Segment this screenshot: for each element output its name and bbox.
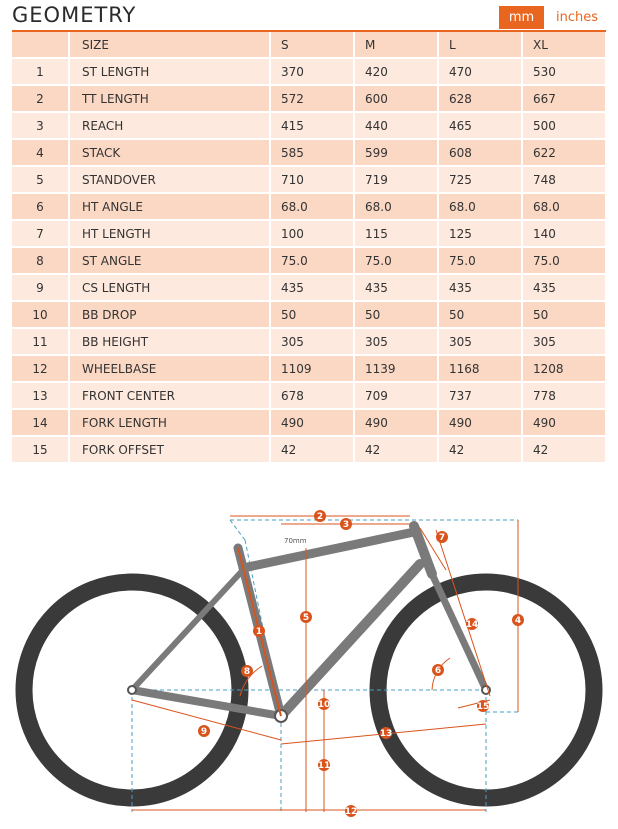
- marker-10: [318, 698, 331, 710]
- value-m: 435: [354, 274, 438, 301]
- unit-inches-button[interactable]: inches: [549, 6, 605, 29]
- marker-11: [318, 759, 331, 771]
- svg-text:11: 11: [317, 761, 331, 771]
- value-m: 75.0: [354, 247, 438, 274]
- value-m: 719: [354, 166, 438, 193]
- column-header-xl: XL: [522, 32, 606, 58]
- marker-7: [436, 531, 448, 543]
- value-m: 440: [354, 112, 438, 139]
- svg-text:10: 10: [317, 700, 331, 710]
- value-l: 1168: [438, 355, 522, 382]
- row-label: STANDOVER: [69, 166, 270, 193]
- value-l: 725: [438, 166, 522, 193]
- row-label: ST LENGTH: [69, 58, 270, 85]
- value-l: 305: [438, 328, 522, 355]
- value-xl: 622: [522, 139, 606, 166]
- table-row: [12, 112, 606, 139]
- value-l: 608: [438, 139, 522, 166]
- value-m: 490: [354, 409, 438, 436]
- svg-text:6: 6: [434, 666, 442, 676]
- marker-14: [466, 618, 479, 630]
- marker-13: [380, 727, 393, 739]
- svg-text:9: 9: [200, 727, 208, 737]
- row-number: 13: [12, 382, 69, 409]
- value-s: 710: [270, 166, 354, 193]
- row-label: BB HEIGHT: [69, 328, 270, 355]
- value-l: 490: [438, 409, 522, 436]
- svg-text:15: 15: [476, 702, 490, 712]
- value-m: 599: [354, 139, 438, 166]
- value-l: 125: [438, 220, 522, 247]
- value-s: 50: [270, 301, 354, 328]
- row-number: 7: [12, 220, 69, 247]
- value-s: 305: [270, 328, 354, 355]
- table-row: [12, 220, 606, 247]
- value-l: 628: [438, 85, 522, 112]
- value-m: 50: [354, 301, 438, 328]
- value-xl: 42: [522, 436, 606, 463]
- svg-text:1: 1: [255, 627, 263, 637]
- column-header-size: SIZE: [69, 32, 270, 58]
- value-xl: 305: [522, 328, 606, 355]
- value-xl: 667: [522, 85, 606, 112]
- value-l: 470: [438, 58, 522, 85]
- row-label: CS LENGTH: [69, 274, 270, 301]
- value-l: 465: [438, 112, 522, 139]
- value-m: 115: [354, 220, 438, 247]
- value-s: 415: [270, 112, 354, 139]
- geometry-header: [0, 0, 618, 32]
- row-number: 1: [12, 58, 69, 85]
- value-l: 737: [438, 382, 522, 409]
- table-row: [12, 166, 606, 193]
- svg-text:5: 5: [302, 613, 310, 623]
- marker-15: [477, 700, 490, 712]
- value-m: 68.0: [354, 193, 438, 220]
- table-row: [12, 355, 606, 382]
- value-s: 585: [270, 139, 354, 166]
- rear-axle: [128, 686, 136, 694]
- row-number: 5: [12, 166, 69, 193]
- marker-2: [314, 510, 326, 522]
- row-label: STACK: [69, 139, 270, 166]
- marker-1: [253, 625, 265, 637]
- row-label: HT LENGTH: [69, 220, 270, 247]
- row-number: 10: [12, 301, 69, 328]
- row-number: 14: [12, 409, 69, 436]
- value-s: 1109: [270, 355, 354, 382]
- value-xl: 1208: [522, 355, 606, 382]
- row-label: HT ANGLE: [69, 193, 270, 220]
- table-row: [12, 85, 606, 112]
- row-label: FRONT CENTER: [69, 382, 270, 409]
- row-label: REACH: [69, 112, 270, 139]
- value-m: 1139: [354, 355, 438, 382]
- row-number: 8: [12, 247, 69, 274]
- row-label: ST ANGLE: [69, 247, 270, 274]
- value-m: 305: [354, 328, 438, 355]
- svg-text:8: 8: [243, 667, 251, 677]
- row-number: 15: [12, 436, 69, 463]
- value-l: 435: [438, 274, 522, 301]
- value-m: 709: [354, 382, 438, 409]
- value-s: 572: [270, 85, 354, 112]
- value-s: 100: [270, 220, 354, 247]
- value-s: 75.0: [270, 247, 354, 274]
- value-xl: 435: [522, 274, 606, 301]
- value-m: 42: [354, 436, 438, 463]
- value-l: 68.0: [438, 193, 522, 220]
- row-number: 9: [12, 274, 69, 301]
- value-s: 490: [270, 409, 354, 436]
- marker-9: [198, 725, 210, 737]
- column-header-s: S: [270, 32, 354, 58]
- geometry-table: [12, 32, 607, 464]
- row-label: FORK LENGTH: [69, 409, 270, 436]
- value-xl: 68.0: [522, 193, 606, 220]
- value-xl: 140: [522, 220, 606, 247]
- offset-label: 70mm: [284, 537, 307, 545]
- svg-text:7: 7: [438, 533, 446, 543]
- row-number: 3: [12, 112, 69, 139]
- value-l: 42: [438, 436, 522, 463]
- svg-text:2: 2: [316, 512, 324, 522]
- row-label: BB DROP: [69, 301, 270, 328]
- table-row: [12, 436, 606, 463]
- table-row: [12, 274, 606, 301]
- column-header-l: L: [438, 32, 522, 58]
- value-xl: 75.0: [522, 247, 606, 274]
- svg-text:13: 13: [379, 729, 393, 739]
- marker-12: [345, 805, 358, 817]
- marker-3: [340, 518, 352, 530]
- value-xl: 490: [522, 409, 606, 436]
- value-xl: 500: [522, 112, 606, 139]
- table-row: [12, 328, 606, 355]
- value-xl: 530: [522, 58, 606, 85]
- column-header-number: [12, 32, 69, 58]
- row-number: 6: [12, 193, 69, 220]
- value-xl: 50: [522, 301, 606, 328]
- table-row: [12, 139, 606, 166]
- svg-text:4: 4: [514, 616, 522, 626]
- marker-4: [512, 614, 524, 626]
- table-header-row: [12, 32, 606, 58]
- value-s: 370: [270, 58, 354, 85]
- unit-mm-button[interactable]: mm: [499, 6, 544, 29]
- table-row: [12, 382, 606, 409]
- value-m: 420: [354, 58, 438, 85]
- value-xl: 778: [522, 382, 606, 409]
- bike-geometry-diagram: [0, 500, 618, 829]
- marker-6: [432, 664, 444, 676]
- svg-text:3: 3: [342, 520, 350, 530]
- table-row: [12, 301, 606, 328]
- value-l: 75.0: [438, 247, 522, 274]
- value-l: 50: [438, 301, 522, 328]
- row-label: FORK OFFSET: [69, 436, 270, 463]
- row-number: 4: [12, 139, 69, 166]
- value-s: 42: [270, 436, 354, 463]
- table-row: [12, 247, 606, 274]
- page-title: GEOMETRY: [12, 3, 137, 27]
- value-m: 600: [354, 85, 438, 112]
- row-number: 2: [12, 85, 69, 112]
- value-xl: 748: [522, 166, 606, 193]
- value-s: 678: [270, 382, 354, 409]
- table-row: [12, 58, 606, 85]
- table-row: [12, 409, 606, 436]
- svg-text:12: 12: [344, 807, 358, 817]
- value-s: 435: [270, 274, 354, 301]
- row-label: TT LENGTH: [69, 85, 270, 112]
- marker-5: [300, 611, 312, 623]
- svg-text:14: 14: [465, 620, 479, 630]
- table-row: [12, 193, 606, 220]
- marker-8: [241, 665, 253, 677]
- row-number: 11: [12, 328, 69, 355]
- value-s: 68.0: [270, 193, 354, 220]
- column-header-m: M: [354, 32, 438, 58]
- row-label: WHEELBASE: [69, 355, 270, 382]
- row-number: 12: [12, 355, 69, 382]
